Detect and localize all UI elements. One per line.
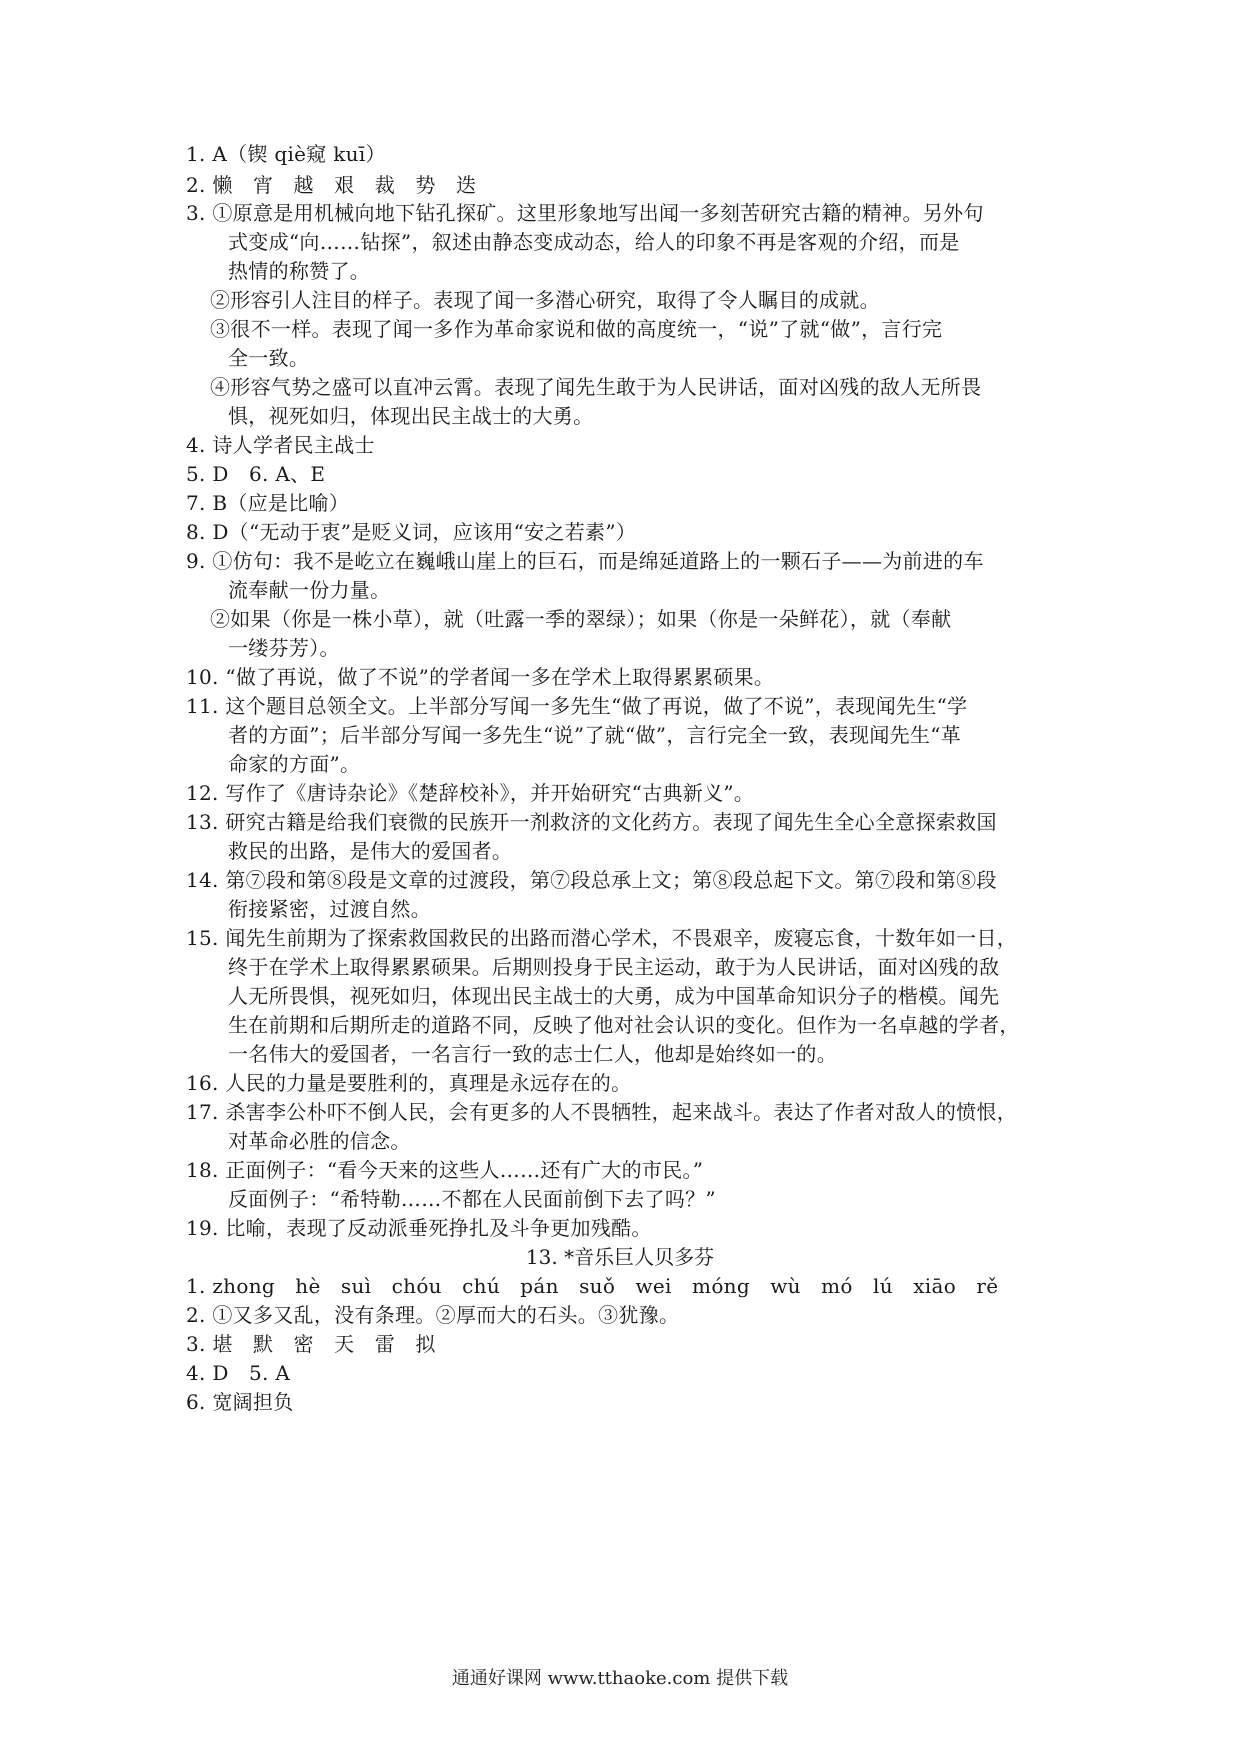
- answer-line: 4. 诗人学者民主战士: [186, 433, 375, 457]
- answer-line: 17. 杀害李公朴吓不倒人民，会有更多的人不畏牺牲，起来战斗。表达了作者对敌人的愤恨，: [186, 1100, 1018, 1124]
- answer-line-continued: 一缕芬芳）。: [228, 636, 340, 660]
- answer-line: 9. ①仿句：我不是屹立在巍峨山崖上的巨石，而是绵延道路上的一颗石子——为前进的车: [186, 549, 984, 573]
- answer-subitem: ②如果（你是一株小草），就（吐露一季的翠绿）；如果（你是一朵鲜花），就（奉献: [210, 607, 952, 631]
- answer-line-continued: 热情的称赞了。: [228, 259, 371, 283]
- answer-line-continued: 对革命必胜的信念。: [228, 1129, 411, 1153]
- answer-subitem: ③很不一样。表现了闻一多作为革命家说和做的高度统一，“说”了就“做”，言行完: [210, 317, 943, 341]
- answer-line: 16. 人民的力量是要胜利的，真理是永远存在的。: [186, 1071, 632, 1095]
- answer-line-continued: 生在前期和后期所走的道路不同，反映了他对社会认识的变化。但作为一名卓越的学者，: [228, 1013, 1020, 1037]
- answer-line: 15. 闻先生前期为了探索救国救民的出路而潜心学术，不畏艰辛，废寝忘食，十数年如一日，: [186, 926, 1018, 950]
- answer-line: 4. D 5. A: [186, 1361, 291, 1385]
- answer-line-continued: 全一致。: [228, 346, 310, 370]
- answer-line: 2. ①又多又乱，没有条理。②厚而大的石头。③犹豫。: [186, 1303, 680, 1327]
- answer-line: 1. zhong hè suì chóu chú pán suǒ wei móng wù mó lú xiāo rě: [186, 1274, 999, 1298]
- answer-subitem: ②形容引人注目的样子。表现了闻一多潜心研究，取得了令人瞩目的成就。: [210, 288, 880, 312]
- answer-line: 11. 这个题目总领全文。上半部分写闻一多先生“做了再说，做了不说”，表现闻先生“学: [186, 694, 968, 718]
- answer-line-continued: 终于在学术上取得累累硕果。后期则投身于民主运动，敢于为人民讲话，面对凶残的敌: [228, 955, 1000, 979]
- answer-line-continued: 式变成“向……钻探”，叙述由静态变成动态，给人的印象不再是客观的介绍，而是: [228, 230, 960, 254]
- answer-line-continued: 惧，视死如归，体现出民主战士的大勇。: [228, 404, 594, 428]
- answer-line: 10. “做了再说，做了不说”的学者闻一多在学术上取得累累硕果。: [186, 665, 775, 689]
- answer-line: 5. D 6. A、E: [186, 462, 326, 486]
- answer-line-continued: 反面例子：“希特勒……不都在人民面前倒下去了吗？”: [228, 1187, 716, 1211]
- answer-subitem: ④形容气势之盛可以直冲云霄。表现了闻先生敢于为人民讲话，面对凶残的敌人无所畏: [210, 375, 982, 399]
- answer-line: 8. D（“无动于衷”是贬义词，应该用“安之若素”）: [186, 520, 637, 544]
- answer-line: 12. 写作了《唐诗杂论》《楚辞校补》，并开始研究“古典新义”。: [186, 781, 755, 805]
- answer-line-continued: 人无所畏惧，视死如归，体现出民主战士的大勇，成为中国革命知识分子的楷模。闻先: [228, 984, 1000, 1008]
- answer-line-continued: 救民的出路，是伟大的爱国者。: [228, 839, 513, 863]
- answer-line: 1. A（锲 qiè窥 kuī）: [186, 142, 386, 166]
- section-title: 13. *音乐巨人贝多芬: [525, 1245, 715, 1269]
- answer-line: 6. 宽阔担负: [186, 1390, 294, 1414]
- answer-line-continued: 衔接紧密，过渡自然。: [228, 897, 431, 921]
- answer-line: 3. 堪 默 密 天 雷 拟: [186, 1332, 436, 1356]
- answer-line-continued: 一名伟大的爱国者，一名言行一致的志士仁人，他却是始终如一的。: [228, 1042, 837, 1066]
- answer-line-continued: 者的方面”；后半部分写闻一多先生“说”了就“做”，言行完全一致，表现闻先生“革: [228, 723, 962, 747]
- answer-line: 13. 研究古籍是给我们衰微的民族开一剂救济的文化药方。表现了闻先生全心全意探索救国: [186, 810, 997, 834]
- page-footer: 通通好课网 www.tthaoke.com 提供下载: [451, 1668, 789, 1689]
- answer-line: 2. 懒 宵 越 艰 裁 势 迭: [186, 173, 477, 197]
- answer-line-continued: 流奉献一份力量。: [228, 578, 391, 602]
- answer-line: 14. 第⑦段和第⑧段是文章的过渡段，第⑦段总承上文；第⑧段总起下文。第⑦段和第⑧段: [186, 868, 997, 892]
- answer-line: 7. B（应是比喻）: [186, 491, 350, 515]
- answer-line: 18. 正面例子：“看今天来的这些人……还有广大的市民。”: [186, 1158, 704, 1182]
- answer-line: 3. ①原意是用机械向地下钻孔探矿。这里形象地写出闻一多刻苦研究古籍的精神。另外句: [186, 201, 984, 225]
- answer-line: 19. 比喻，表现了反动派垂死挣扎及斗争更加残酷。: [186, 1216, 652, 1240]
- answer-line-continued: 命家的方面”。: [228, 752, 361, 776]
